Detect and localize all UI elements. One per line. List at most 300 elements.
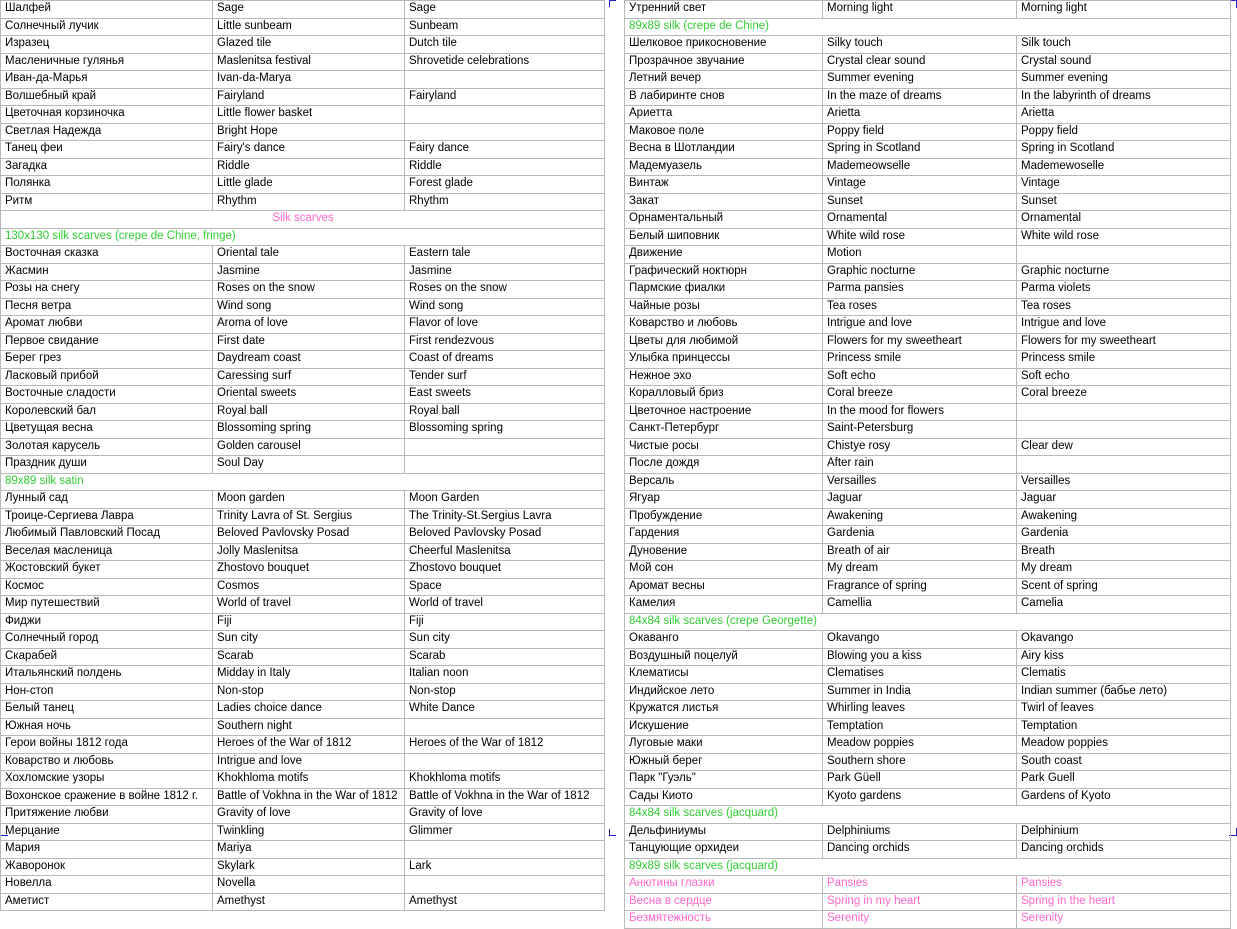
name-ru-cell: Коварство и любовь bbox=[625, 316, 823, 334]
name-translit-cell: Summer in India bbox=[823, 683, 1017, 701]
name-translit-cell: Camellia bbox=[823, 596, 1017, 614]
name-ru-cell: Дельфиниумы bbox=[625, 823, 823, 841]
table-row bbox=[625, 123, 1231, 141]
name-translit-cell: Aroma of love bbox=[213, 316, 405, 334]
table-row bbox=[1, 123, 605, 141]
name-en-cell: Italian noon bbox=[405, 666, 605, 684]
name-en-cell: Space bbox=[405, 578, 605, 596]
name-translit-cell: Twinkling bbox=[213, 823, 405, 841]
name-en-cell: Jasmine bbox=[405, 263, 605, 281]
table-row bbox=[1, 876, 605, 894]
name-translit-cell: Fiji bbox=[213, 613, 405, 631]
name-translit-cell: Fairy's dance bbox=[213, 141, 405, 159]
name-en-cell: Fairyland bbox=[405, 88, 605, 106]
table-row bbox=[1, 71, 605, 89]
name-en-cell: Princess smile bbox=[1017, 351, 1231, 369]
name-ru-cell: Берег грез bbox=[1, 351, 213, 369]
name-en-cell: Sunset bbox=[1017, 193, 1231, 211]
name-en-cell: Spring in Scotland bbox=[1017, 141, 1231, 159]
name-ru-cell: Дуновение bbox=[625, 543, 823, 561]
name-en-cell bbox=[405, 106, 605, 124]
name-translit-cell: Silky touch bbox=[823, 36, 1017, 54]
table-row bbox=[625, 736, 1231, 754]
table-row bbox=[1, 788, 605, 806]
table-row bbox=[625, 193, 1231, 211]
name-en-cell: Summer evening bbox=[1017, 71, 1231, 89]
name-translit-cell: Moon garden bbox=[213, 491, 405, 509]
name-ru-cell: Мой сон bbox=[625, 561, 823, 579]
table-row bbox=[1, 298, 605, 316]
name-translit-cell: Sun city bbox=[213, 631, 405, 649]
name-translit-cell: Blowing you a kiss bbox=[823, 648, 1017, 666]
name-en-cell: Temptation bbox=[1017, 718, 1231, 736]
table-row bbox=[1, 543, 605, 561]
table-row bbox=[625, 543, 1231, 561]
table-row bbox=[625, 298, 1231, 316]
name-ru-cell: Воздушный поцелуй bbox=[625, 648, 823, 666]
name-translit-cell: Scarab bbox=[213, 648, 405, 666]
name-en-cell: Clematis bbox=[1017, 666, 1231, 684]
table-row bbox=[625, 526, 1231, 544]
table-row bbox=[1, 193, 605, 211]
name-translit-cell: Little glade bbox=[213, 176, 405, 194]
name-ru-cell: Луговые маки bbox=[625, 736, 823, 754]
name-en-cell: Vintage bbox=[1017, 176, 1231, 194]
name-en-cell: Breath bbox=[1017, 543, 1231, 561]
section-header-row bbox=[1, 473, 605, 491]
table-row bbox=[1, 53, 605, 71]
name-en-cell: Coast of dreams bbox=[405, 351, 605, 369]
name-en-cell: Tender surf bbox=[405, 368, 605, 386]
name-translit-cell: Park Güell bbox=[823, 771, 1017, 789]
name-translit-cell: Soft echo bbox=[823, 368, 1017, 386]
name-translit-cell: Morning light bbox=[823, 1, 1017, 19]
table-row bbox=[1, 88, 605, 106]
name-ru-cell: Шелковое прикосновение bbox=[625, 36, 823, 54]
table-row bbox=[625, 263, 1231, 281]
name-translit-cell: Beloved Pavlovsky Posad bbox=[213, 526, 405, 544]
name-en-cell: Coral breeze bbox=[1017, 386, 1231, 404]
name-translit-cell: Intrigue and love bbox=[823, 316, 1017, 334]
name-translit-cell: Glazed tile bbox=[213, 36, 405, 54]
name-en-cell: In the labyrinth of dreams bbox=[1017, 88, 1231, 106]
name-ru-cell: Цветущая весна bbox=[1, 421, 213, 439]
name-ru-cell: Аромат весны bbox=[625, 578, 823, 596]
name-en-cell: Shrovetide celebrations bbox=[405, 53, 605, 71]
name-en-cell: Royal ball bbox=[405, 403, 605, 421]
name-ru-cell: Новелла bbox=[1, 876, 213, 894]
table-row bbox=[625, 106, 1231, 124]
name-translit-cell: Novella bbox=[213, 876, 405, 894]
table-row bbox=[1, 701, 605, 719]
name-en-cell: Moon Garden bbox=[405, 491, 605, 509]
name-ru-cell: Ягуар bbox=[625, 491, 823, 509]
name-en-cell: Battle of Vokhna in the War of 1812 bbox=[405, 788, 605, 806]
right-table bbox=[624, 0, 1231, 929]
name-ru-cell: Улыбка принцессы bbox=[625, 351, 823, 369]
name-en-cell: Arietta bbox=[1017, 106, 1231, 124]
name-ru-cell: Праздник души bbox=[1, 456, 213, 474]
table-row bbox=[625, 491, 1231, 509]
name-en-cell: Soft echo bbox=[1017, 368, 1231, 386]
name-en-cell bbox=[405, 456, 605, 474]
table-row bbox=[625, 841, 1231, 859]
table-row bbox=[1, 718, 605, 736]
name-en-cell: Fiji bbox=[405, 613, 605, 631]
name-translit-cell: Zhostovo bouquet bbox=[213, 561, 405, 579]
name-en-cell: The Trinity-St.Sergius Lavra bbox=[405, 508, 605, 526]
name-ru-cell: Любимый Павловский Посад bbox=[1, 526, 213, 544]
name-ru-cell: В лабиринте снов bbox=[625, 88, 823, 106]
name-en-cell: Glimmer bbox=[405, 823, 605, 841]
name-ru-cell: Искушение bbox=[625, 718, 823, 736]
name-translit-cell: Jasmine bbox=[213, 263, 405, 281]
table-row bbox=[1, 771, 605, 789]
name-translit-cell: Princess smile bbox=[823, 351, 1017, 369]
name-translit-cell: Flowers for my sweetheart bbox=[823, 333, 1017, 351]
name-en-cell: Versailles bbox=[1017, 473, 1231, 491]
table-row bbox=[625, 701, 1231, 719]
section-header-label: 84x84 silk scarves (jacquard) bbox=[625, 806, 1231, 824]
table-row bbox=[625, 578, 1231, 596]
name-en-cell: Airy kiss bbox=[1017, 648, 1231, 666]
name-ru-cell: Летний вечер bbox=[625, 71, 823, 89]
name-translit-cell: Roses on the snow bbox=[213, 281, 405, 299]
name-translit-cell: My dream bbox=[823, 561, 1017, 579]
section-header-label: 89x89 silk satin bbox=[1, 473, 605, 491]
name-en-cell: Non-stop bbox=[405, 683, 605, 701]
table-row bbox=[1, 578, 605, 596]
section-header-row bbox=[1, 228, 605, 246]
name-ru-cell: Пробуждение bbox=[625, 508, 823, 526]
name-translit-cell: Breath of air bbox=[823, 543, 1017, 561]
name-ru-cell: Парк "Гуэль" bbox=[625, 771, 823, 789]
table-row bbox=[625, 53, 1231, 71]
table-row bbox=[1, 141, 605, 159]
name-ru-cell: Ритм bbox=[1, 193, 213, 211]
name-en-cell: Delphinium bbox=[1017, 823, 1231, 841]
section-header-row bbox=[1, 211, 605, 229]
name-en-cell: Cheerful Maslenitsa bbox=[405, 543, 605, 561]
name-ru-cell: Песня ветра bbox=[1, 298, 213, 316]
name-translit-cell: Midday in Italy bbox=[213, 666, 405, 684]
table-row bbox=[1, 666, 605, 684]
name-en-cell: Dancing orchids bbox=[1017, 841, 1231, 859]
name-translit-cell: Wind song bbox=[213, 298, 405, 316]
name-translit-cell: Riddle bbox=[213, 158, 405, 176]
table-row bbox=[625, 788, 1231, 806]
name-ru-cell: Полянка bbox=[1, 176, 213, 194]
name-ru-cell: Восточная сказка bbox=[1, 246, 213, 264]
name-en-cell bbox=[1017, 403, 1231, 421]
name-translit-cell: Non-stop bbox=[213, 683, 405, 701]
name-ru-cell: Итальянский полдень bbox=[1, 666, 213, 684]
name-translit-cell: Golden carousel bbox=[213, 438, 405, 456]
table-row bbox=[625, 561, 1231, 579]
name-en-cell bbox=[405, 841, 605, 859]
name-ru-cell: Троице-Сергиева Лавра bbox=[1, 508, 213, 526]
name-ru-cell: Иван-да-Марья bbox=[1, 71, 213, 89]
table-row bbox=[1, 176, 605, 194]
name-ru-cell: Веселая масленица bbox=[1, 543, 213, 561]
name-ru-cell: Масленичные гулянья bbox=[1, 53, 213, 71]
name-en-cell bbox=[1017, 246, 1231, 264]
table-row bbox=[1, 753, 605, 771]
name-translit-cell: Skylark bbox=[213, 858, 405, 876]
name-translit-cell: Ladies choice dance bbox=[213, 701, 405, 719]
name-translit-cell: Meadow poppies bbox=[823, 736, 1017, 754]
name-ru-cell: Коварство и любовь bbox=[1, 753, 213, 771]
name-ru-cell: Танец феи bbox=[1, 141, 213, 159]
name-translit-cell: Jaguar bbox=[823, 491, 1017, 509]
name-translit-cell: Southern night bbox=[213, 718, 405, 736]
name-translit-cell: Little sunbeam bbox=[213, 18, 405, 36]
name-ru-cell: Ласковый прибой bbox=[1, 368, 213, 386]
table-row bbox=[1, 508, 605, 526]
table-row bbox=[625, 473, 1231, 491]
name-en-cell: Park Guell bbox=[1017, 771, 1231, 789]
name-translit-cell: Royal ball bbox=[213, 403, 405, 421]
table-row bbox=[1, 648, 605, 666]
name-ru-cell: Прозрачное звучание bbox=[625, 53, 823, 71]
section-header-label: 130x130 silk scarves (crepe de Chine, fringe) bbox=[1, 228, 605, 246]
name-ru-cell: Загадка bbox=[1, 158, 213, 176]
table-row bbox=[625, 893, 1231, 911]
name-translit-cell: Southern shore bbox=[823, 753, 1017, 771]
table-row bbox=[625, 823, 1231, 841]
name-translit-cell: Spring in my heart bbox=[823, 893, 1017, 911]
name-translit-cell: Khokhloma motifs bbox=[213, 771, 405, 789]
name-translit-cell: Versailles bbox=[823, 473, 1017, 491]
name-ru-cell: Вохонское сражение в войне 1812 г. bbox=[1, 788, 213, 806]
name-ru-cell: Золотая карусель bbox=[1, 438, 213, 456]
name-translit-cell: Chistye rosy bbox=[823, 438, 1017, 456]
name-ru-cell: Жостовский букет bbox=[1, 561, 213, 579]
name-ru-cell: Ариетта bbox=[625, 106, 823, 124]
name-en-cell: Scent of spring bbox=[1017, 578, 1231, 596]
name-translit-cell: Summer evening bbox=[823, 71, 1017, 89]
name-ru-cell: Сады Киото bbox=[625, 788, 823, 806]
name-en-cell: Spring in the heart bbox=[1017, 893, 1231, 911]
name-ru-cell: Нежное эхо bbox=[625, 368, 823, 386]
name-translit-cell: Trinity Lavra of St. Sergius bbox=[213, 508, 405, 526]
table-row bbox=[625, 421, 1231, 439]
table-row bbox=[1, 561, 605, 579]
name-en-cell: Wind song bbox=[405, 298, 605, 316]
table-row bbox=[1, 596, 605, 614]
name-en-cell: Pansies bbox=[1017, 876, 1231, 894]
name-translit-cell: Oriental sweets bbox=[213, 386, 405, 404]
table-row bbox=[1, 1, 605, 19]
table-row bbox=[1, 841, 605, 859]
name-translit-cell: Pansies bbox=[823, 876, 1017, 894]
name-ru-cell: Аметист bbox=[1, 893, 213, 911]
table-row bbox=[1, 333, 605, 351]
name-ru-cell: Мерцание bbox=[1, 823, 213, 841]
table-row bbox=[625, 368, 1231, 386]
name-ru-cell: Цветы для любимой bbox=[625, 333, 823, 351]
name-en-cell: Khokhloma motifs bbox=[405, 771, 605, 789]
name-en-cell: Graphic nocturne bbox=[1017, 263, 1231, 281]
table-row bbox=[1, 823, 605, 841]
name-translit-cell: Motion bbox=[823, 246, 1017, 264]
name-ru-cell: Шалфей bbox=[1, 1, 213, 19]
section-header-label: 84x84 silk scarves (crepe Georgette) bbox=[625, 613, 1231, 631]
name-en-cell bbox=[405, 123, 605, 141]
name-ru-cell: Утренний свет bbox=[625, 1, 823, 19]
table-row bbox=[1, 281, 605, 299]
name-translit-cell: Graphic nocturne bbox=[823, 263, 1017, 281]
name-ru-cell: Безмятежность bbox=[625, 911, 823, 929]
name-en-cell: Indian summer (бабье лето) bbox=[1017, 683, 1231, 701]
name-ru-cell: Южная ночь bbox=[1, 718, 213, 736]
name-en-cell: Rhythm bbox=[405, 193, 605, 211]
name-ru-cell: Индийское лето bbox=[625, 683, 823, 701]
name-en-cell: Flavor of love bbox=[405, 316, 605, 334]
name-en-cell: Flowers for my sweetheart bbox=[1017, 333, 1231, 351]
name-translit-cell: World of travel bbox=[213, 596, 405, 614]
name-translit-cell: Vintage bbox=[823, 176, 1017, 194]
table-row bbox=[625, 456, 1231, 474]
name-en-cell: First rendezvous bbox=[405, 333, 605, 351]
name-translit-cell: Ornamental bbox=[823, 211, 1017, 229]
name-en-cell bbox=[405, 438, 605, 456]
name-en-cell: Gardens of Kyoto bbox=[1017, 788, 1231, 806]
table-row bbox=[625, 666, 1231, 684]
name-ru-cell: Графический ноктюрн bbox=[625, 263, 823, 281]
section-header-label: 89x89 silk (crepe de Chine) bbox=[625, 18, 1231, 36]
name-translit-cell: Little flower basket bbox=[213, 106, 405, 124]
table-row bbox=[1, 526, 605, 544]
name-translit-cell: Kyoto gardens bbox=[823, 788, 1017, 806]
table-row bbox=[625, 683, 1231, 701]
name-translit-cell: Fairyland bbox=[213, 88, 405, 106]
table-row bbox=[1, 456, 605, 474]
table-row bbox=[625, 631, 1231, 649]
name-translit-cell: Blossoming spring bbox=[213, 421, 405, 439]
name-translit-cell: After rain bbox=[823, 456, 1017, 474]
name-translit-cell: Bright Hope bbox=[213, 123, 405, 141]
table-row bbox=[1, 368, 605, 386]
name-en-cell: Scarab bbox=[405, 648, 605, 666]
name-en-cell: White wild rose bbox=[1017, 228, 1231, 246]
name-en-cell: Gravity of love bbox=[405, 806, 605, 824]
name-ru-cell: Версаль bbox=[625, 473, 823, 491]
table-row bbox=[1, 158, 605, 176]
table-row bbox=[1, 246, 605, 264]
name-en-cell: Amethyst bbox=[405, 893, 605, 911]
table-row bbox=[1, 806, 605, 824]
name-en-cell: Jaguar bbox=[1017, 491, 1231, 509]
name-translit-cell: Parma pansies bbox=[823, 281, 1017, 299]
table-row bbox=[1, 631, 605, 649]
table-row bbox=[625, 158, 1231, 176]
name-translit-cell: Clematises bbox=[823, 666, 1017, 684]
name-ru-cell: Скарабей bbox=[1, 648, 213, 666]
section-header-row bbox=[625, 18, 1231, 36]
name-translit-cell: Coral breeze bbox=[823, 386, 1017, 404]
name-ru-cell: Восточные сладости bbox=[1, 386, 213, 404]
name-en-cell: Poppy field bbox=[1017, 123, 1231, 141]
name-translit-cell: Spring in Scotland bbox=[823, 141, 1017, 159]
name-translit-cell: In the mood for flowers bbox=[823, 403, 1017, 421]
name-ru-cell: Окаванго bbox=[625, 631, 823, 649]
name-en-cell: Zhostovo bouquet bbox=[405, 561, 605, 579]
name-en-cell: Fairy dance bbox=[405, 141, 605, 159]
name-en-cell: Clear dew bbox=[1017, 438, 1231, 456]
name-ru-cell: Первое свидание bbox=[1, 333, 213, 351]
name-en-cell: Riddle bbox=[405, 158, 605, 176]
table-row bbox=[625, 88, 1231, 106]
name-ru-cell: Солнечный город bbox=[1, 631, 213, 649]
name-ru-cell: Хохломские узоры bbox=[1, 771, 213, 789]
name-translit-cell: Heroes of the War of 1812 bbox=[213, 736, 405, 754]
name-translit-cell: Fragrance of spring bbox=[823, 578, 1017, 596]
name-en-cell: Roses on the snow bbox=[405, 281, 605, 299]
name-ru-cell: Весна в Шотландии bbox=[625, 141, 823, 159]
name-en-cell: Intrigue and love bbox=[1017, 316, 1231, 334]
name-en-cell: Serenity bbox=[1017, 911, 1231, 929]
table-row bbox=[625, 876, 1231, 894]
name-en-cell: Tea roses bbox=[1017, 298, 1231, 316]
table-row bbox=[625, 596, 1231, 614]
name-translit-cell: Amethyst bbox=[213, 893, 405, 911]
name-translit-cell: Daydream coast bbox=[213, 351, 405, 369]
name-en-cell: Ornamental bbox=[1017, 211, 1231, 229]
name-en-cell: World of travel bbox=[405, 596, 605, 614]
name-translit-cell: Tea roses bbox=[823, 298, 1017, 316]
table-row bbox=[1, 858, 605, 876]
name-en-cell bbox=[1017, 421, 1231, 439]
name-en-cell: Sage bbox=[405, 1, 605, 19]
name-en-cell: Meadow poppies bbox=[1017, 736, 1231, 754]
name-translit-cell: Okavango bbox=[823, 631, 1017, 649]
name-ru-cell: Лунный сад bbox=[1, 491, 213, 509]
name-ru-cell: Орнаментальный bbox=[625, 211, 823, 229]
table-row bbox=[1, 613, 605, 631]
name-translit-cell: Serenity bbox=[823, 911, 1017, 929]
name-ru-cell: Анютины глазки bbox=[625, 876, 823, 894]
name-ru-cell: Мария bbox=[1, 841, 213, 859]
name-translit-cell: Sunset bbox=[823, 193, 1017, 211]
table-row bbox=[1, 18, 605, 36]
name-ru-cell: Кружатся листья bbox=[625, 701, 823, 719]
name-ru-cell: Закат bbox=[625, 193, 823, 211]
name-en-cell: Okavango bbox=[1017, 631, 1231, 649]
table-row bbox=[625, 176, 1231, 194]
name-translit-cell: White wild rose bbox=[823, 228, 1017, 246]
table-row bbox=[625, 211, 1231, 229]
name-ru-cell: Клематисы bbox=[625, 666, 823, 684]
name-en-cell: Camelia bbox=[1017, 596, 1231, 614]
table-row bbox=[625, 246, 1231, 264]
name-ru-cell: Жаворонок bbox=[1, 858, 213, 876]
name-translit-cell: Arietta bbox=[823, 106, 1017, 124]
name-translit-cell: In the maze of dreams bbox=[823, 88, 1017, 106]
table-row bbox=[625, 228, 1231, 246]
name-en-cell: Lark bbox=[405, 858, 605, 876]
name-en-cell: South coast bbox=[1017, 753, 1231, 771]
name-ru-cell: Нон-стоп bbox=[1, 683, 213, 701]
name-translit-cell: Saint-Petersburg bbox=[823, 421, 1017, 439]
name-ru-cell: Южный берег bbox=[625, 753, 823, 771]
name-ru-cell: Розы на снегу bbox=[1, 281, 213, 299]
section-header-row bbox=[625, 613, 1231, 631]
table-row bbox=[625, 771, 1231, 789]
name-translit-cell: Intrigue and love bbox=[213, 753, 405, 771]
name-translit-cell: Rhythm bbox=[213, 193, 405, 211]
table-row bbox=[1, 263, 605, 281]
